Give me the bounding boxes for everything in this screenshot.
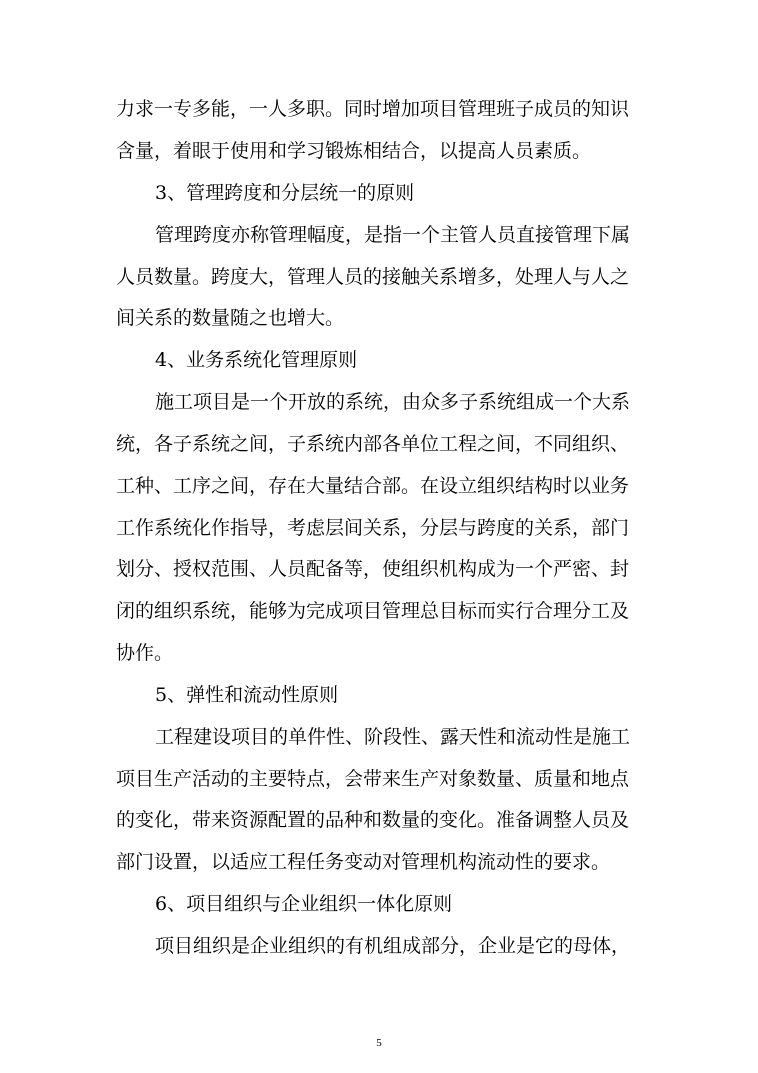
paragraph-first-line: 项目组织是企业组织的有机组成部分，企业是它的母体，	[155, 935, 631, 957]
body-text-line: 项目生产活动的主要特点，会带来生产对象数量、质量和地点	[116, 768, 630, 790]
body-text-line: 统，各子系统之间，子系统内部各单位工程之间，不同组织、	[116, 433, 630, 455]
page-number: 5	[376, 1037, 382, 1049]
body-text-line: 力求一专多能，一人多职。同时增加项目管理班子成员的知识	[116, 98, 630, 120]
body-text-line: 的变化，带来资源配置的品种和数量的变化。准备调整人员及	[116, 809, 630, 831]
paragraph-first-line: 施工项目是一个开放的系统，由众多子系统组成一个大系	[155, 391, 631, 413]
section-heading: 4、业务系统化管理原则	[155, 349, 358, 371]
paragraph-first-line: 管理跨度亦称管理幅度，是指一个主管人员直接管理下属	[155, 224, 631, 246]
body-text-line: 部门设置，以适应工程任务变动对管理机构流动性的要求。	[116, 851, 611, 873]
body-text-line: 工作系统化作指导，考虑层间关系，分层与跨度的关系，部门	[116, 517, 630, 539]
body-text-line: 含量，着眼于使用和学习锻炼相结合，以提高人员素质。	[116, 140, 592, 162]
section-heading: 3、管理跨度和分层统一的原则	[155, 182, 415, 204]
body-text-line: 人员数量。跨度大，管理人员的接触关系增多，处理人与人之	[116, 266, 630, 288]
body-text-line: 工种、工序之间，存在大量结合部。在设立组织结构时以业务	[116, 475, 630, 497]
body-text-line: 间关系的数量随之也增大。	[116, 307, 345, 329]
paragraph-first-line: 工程建设项目的单件性、阶段性、露天性和流动性是施工	[155, 726, 631, 748]
body-text-line: 协作。	[116, 642, 174, 664]
section-heading: 5、弹性和流动性原则	[155, 684, 339, 706]
body-text-line: 划分、授权范围、人员配备等，使组织机构成为一个严密、封	[116, 558, 630, 580]
section-heading: 6、项目组织与企业组织一体化原则	[155, 893, 453, 915]
body-text-line: 闭的组织系统，能够为完成项目管理总目标而实行合理分工及	[116, 600, 630, 622]
